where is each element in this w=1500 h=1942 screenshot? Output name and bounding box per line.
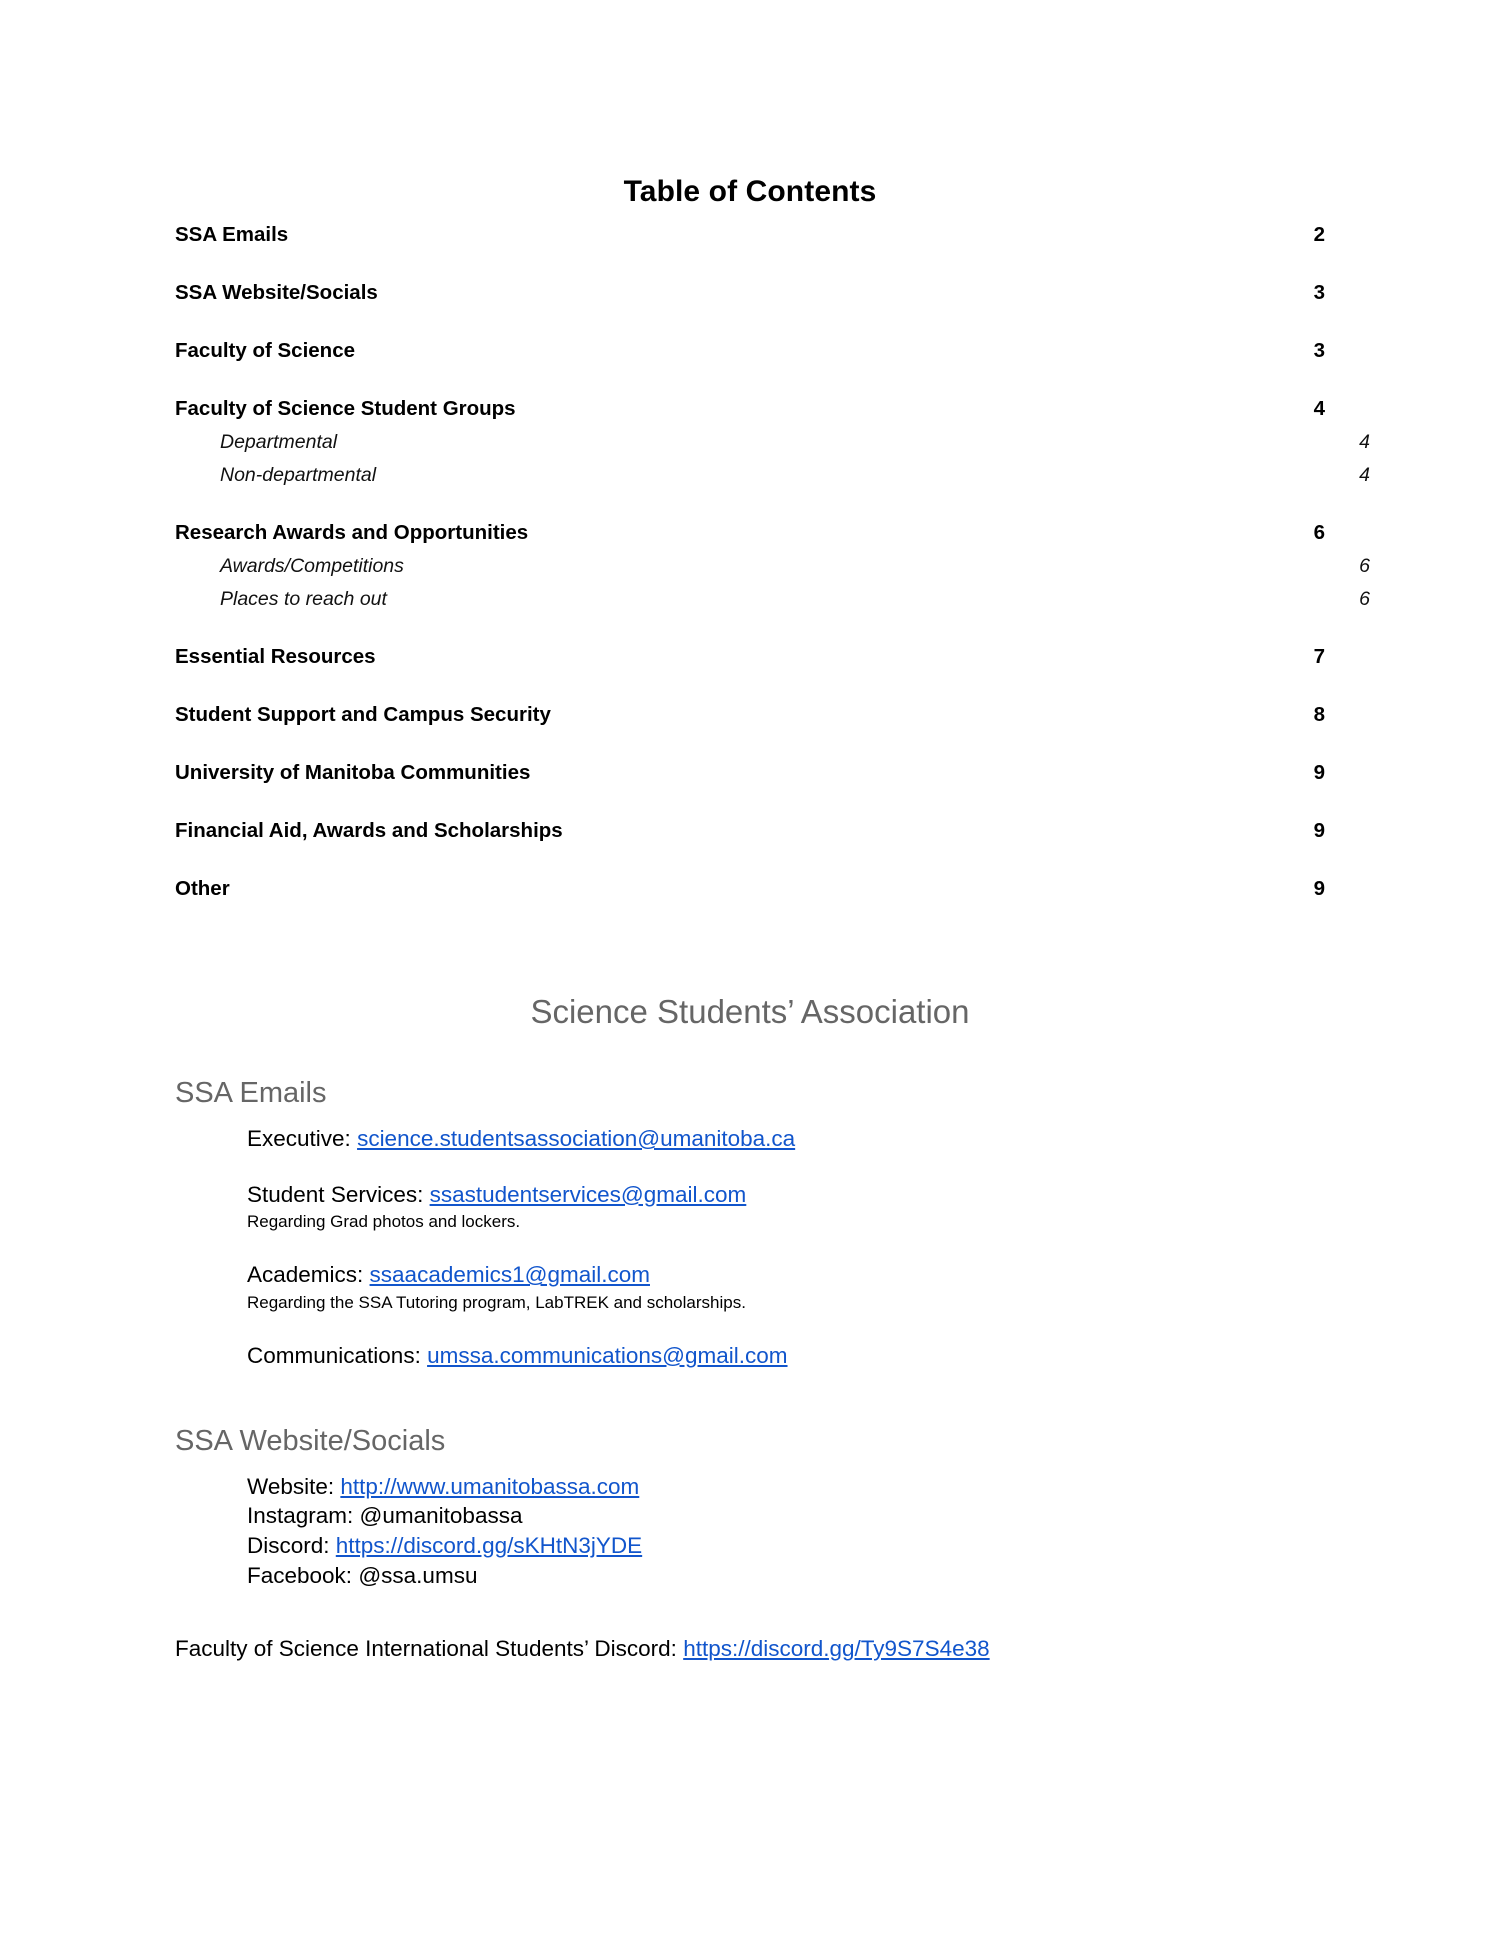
toc-entry-page-number: 3 bbox=[1313, 281, 1325, 304]
toc-entry-awards-competitions[interactable] bbox=[175, 555, 1370, 578]
toc-entry-faculty-of-science[interactable] bbox=[175, 339, 1325, 363]
toc-entry-page-number: 9 bbox=[1313, 761, 1325, 784]
toc-entry-faculty-of-science-student-groups[interactable] bbox=[175, 397, 1325, 421]
email-entry-academics bbox=[247, 1260, 1325, 1290]
email-note-student-services: Regarding Grad photos and lockers. bbox=[247, 1212, 521, 1232]
ssa-socials-content bbox=[175, 1472, 1325, 1591]
international-students-discord-line bbox=[175, 1634, 1325, 1664]
social-entry-label: Instagram: bbox=[247, 1503, 360, 1529]
toc-entry-page-number: 8 bbox=[1313, 703, 1325, 726]
social-entry-website bbox=[247, 1472, 1325, 1502]
email-entry-executive bbox=[247, 1124, 1325, 1154]
social-entry-instagram bbox=[247, 1501, 1325, 1531]
instagram-handle: @umanitobassa bbox=[359, 1503, 523, 1529]
toc-entry-label: Faculty of Science Student Groups bbox=[175, 397, 516, 420]
email-note-academics: Regarding the SSA Tutoring program, LabTREK and scholarships. bbox=[247, 1293, 746, 1312]
email-entry-label: Student Services: bbox=[247, 1181, 430, 1207]
email-entry-label: Academics: bbox=[247, 1262, 370, 1288]
toc-entry-page-number: 6 bbox=[1359, 555, 1370, 577]
email-link-communications[interactable]: umssa.communications@gmail.com bbox=[427, 1342, 788, 1368]
toc-entry-non-departmental[interactable] bbox=[175, 464, 1370, 487]
ssa-emails-content bbox=[175, 1124, 1325, 1371]
toc-entry-other[interactable] bbox=[175, 877, 1325, 901]
toc-entry-university-of-manitoba-communities[interactable] bbox=[175, 761, 1325, 785]
toc-entry-label: Awards/Competitions bbox=[220, 555, 404, 577]
social-entry-discord bbox=[247, 1531, 1325, 1561]
social-entry-facebook bbox=[247, 1561, 1325, 1591]
toc-entry-page-number: 3 bbox=[1313, 339, 1325, 362]
document-title: Science Students’ Association bbox=[530, 993, 970, 1030]
email-entry-student-services bbox=[247, 1180, 1325, 1210]
toc-entry-financial-aid-awards-and-scholarships[interactable] bbox=[175, 819, 1325, 843]
toc-entry-label: Essential Resources bbox=[175, 645, 376, 668]
toc-entry-places-to-reach-out[interactable] bbox=[175, 588, 1370, 611]
toc-entry-page-number: 7 bbox=[1313, 645, 1325, 668]
toc-list bbox=[175, 223, 1370, 901]
email-entry-label: Executive: bbox=[247, 1126, 358, 1151]
toc-entry-ssa-website-socials[interactable] bbox=[175, 281, 1325, 305]
toc-entry-label: SSA Website/Socials bbox=[175, 281, 378, 304]
international-students-discord-link[interactable]: https://discord.gg/Ty9S7S4e38 bbox=[683, 1636, 990, 1662]
email-link-student-services[interactable]: ssastudentservices@gmail.com bbox=[429, 1181, 747, 1207]
website-link[interactable]: http://www.umanitobassa.com bbox=[340, 1473, 640, 1499]
toc-entry-label: Faculty of Science bbox=[175, 339, 356, 362]
toc-entry-ssa-emails[interactable] bbox=[175, 223, 1325, 247]
email-entry-communications bbox=[247, 1341, 1325, 1371]
toc-entry-label: University of Manitoba Communities bbox=[175, 761, 531, 784]
discord-invite-link[interactable]: https://discord.gg/sKHtN3jYDE bbox=[335, 1533, 643, 1558]
section-heading-ssa-website-socials: SSA Website/Socials bbox=[175, 1424, 446, 1457]
toc-entry-page-number: 4 bbox=[1359, 431, 1370, 453]
toc-entry-label: Other bbox=[175, 877, 230, 900]
social-entry-label: Facebook: bbox=[247, 1562, 359, 1588]
social-entry-label: Website: bbox=[247, 1473, 341, 1499]
section-heading-ssa-emails: SSA Emails bbox=[175, 1077, 327, 1109]
email-entry-label: Communications: bbox=[247, 1342, 428, 1368]
toc-entry-student-support-and-campus-security[interactable] bbox=[175, 703, 1325, 727]
toc-entry-essential-resources[interactable] bbox=[175, 645, 1325, 669]
toc-entry-label: Non-departmental bbox=[220, 464, 377, 486]
toc-entry-page-number: 9 bbox=[1313, 877, 1325, 900]
social-entry-label: Discord: bbox=[247, 1533, 336, 1558]
email-link-executive[interactable]: science.studentsassociation@umanitoba.ca bbox=[357, 1126, 796, 1151]
toc-entry-research-awards-and-opportunities[interactable] bbox=[175, 521, 1325, 545]
toc-entry-label: SSA Emails bbox=[175, 223, 289, 246]
document-body bbox=[175, 993, 1325, 1664]
toc-entry-label: Student Support and Campus Security bbox=[175, 703, 551, 726]
toc-entry-label: Places to reach out bbox=[220, 588, 387, 610]
toc-entry-page-number: 4 bbox=[1313, 397, 1325, 420]
toc-entry-label: Financial Aid, Awards and Scholarships bbox=[175, 819, 563, 842]
international-students-discord-label: Faculty of Science International Students’ Discord: bbox=[175, 1636, 684, 1662]
facebook-handle: @ssa.umsu bbox=[358, 1562, 478, 1588]
toc-title: Table of Contents bbox=[623, 175, 877, 208]
toc-entry-page-number: 6 bbox=[1359, 588, 1370, 610]
email-link-academics[interactable]: ssaacademics1@gmail.com bbox=[369, 1262, 650, 1288]
toc-entry-label: Departmental bbox=[220, 431, 338, 453]
toc-entry-page-number: 4 bbox=[1359, 464, 1370, 486]
toc-entry-page-number: 2 bbox=[1313, 223, 1325, 246]
toc-entry-departmental[interactable] bbox=[175, 431, 1370, 454]
toc-entry-label: Research Awards and Opportunities bbox=[175, 521, 529, 544]
toc-entry-page-number: 6 bbox=[1313, 521, 1325, 544]
toc-entry-page-number: 9 bbox=[1313, 819, 1325, 842]
